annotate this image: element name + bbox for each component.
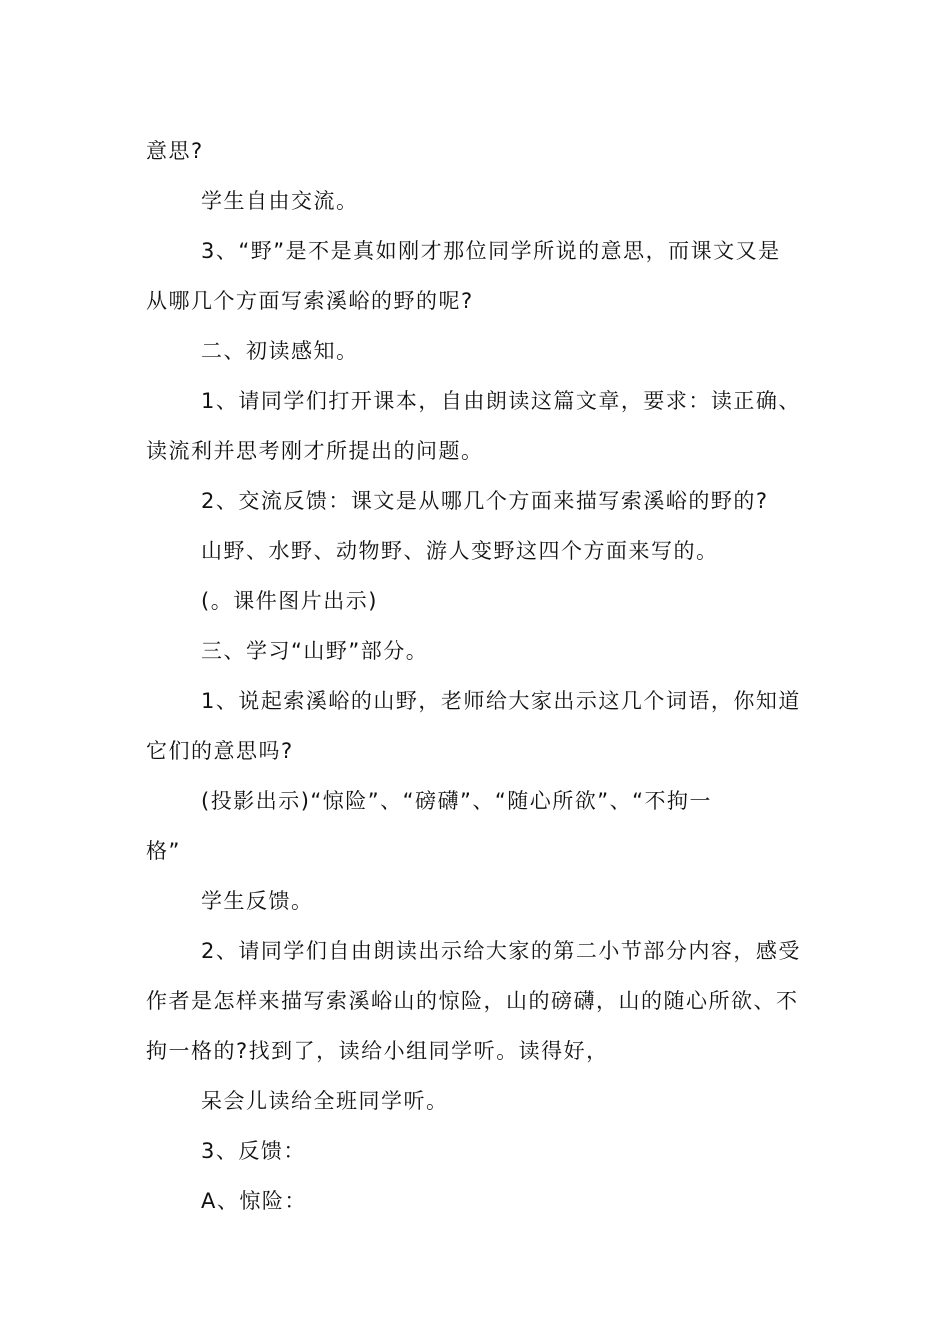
text-line: 学生反馈。 (201, 889, 314, 913)
text-line: 呆会儿读给全班同学听。 (201, 1089, 449, 1113)
text-line: (。课件图片出示) (201, 589, 378, 613)
text-line: 2、交流反馈：课文是从哪几个方面来描写索溪峪的野的? (201, 489, 769, 513)
text-line: 二、初读感知。 (201, 339, 359, 363)
text-line: 拘一格的?找到了，读给小组同学听。读得好， (146, 1039, 609, 1063)
text-line: A、惊险： (201, 1189, 307, 1213)
text-line: 山野、水野、动物野、游人变野这四个方面来写的。 (201, 539, 719, 563)
text-line: 2、请同学们自由朗读出示给大家的第二小节部分内容，感受 (201, 939, 801, 963)
text-line: 学生自由交流。 (201, 189, 359, 213)
text-line: (投影出示)“惊险”、“磅礴”、“随心所欲”、“不拘一 (201, 789, 713, 813)
text-line: 它们的意思吗? (146, 739, 294, 763)
text-line: 1、说起索溪峪的山野，老师给大家出示这几个词语，你知道 (201, 689, 801, 713)
text-line: 3、反馈： (201, 1139, 306, 1163)
text-line: 意思? (146, 139, 204, 163)
text-line: 格” (146, 839, 181, 863)
text-line: 从哪几个方面写索溪峪的野的呢? (146, 289, 474, 313)
text-line: 三、学习“山野”部分。 (201, 639, 429, 663)
text-line: 作者是怎样来描写索溪峪山的惊险，山的磅礴，山的随心所欲、不 (146, 989, 799, 1013)
text-line: 3、“野”是不是真如刚才那位同学所说的意思，而课文又是 (201, 239, 781, 263)
text-line: 读流利并思考刚才所提出的问题。 (146, 439, 484, 463)
text-line: 1、请同学们打开课本，自由朗读这篇文章，要求：读正确、 (201, 389, 801, 413)
